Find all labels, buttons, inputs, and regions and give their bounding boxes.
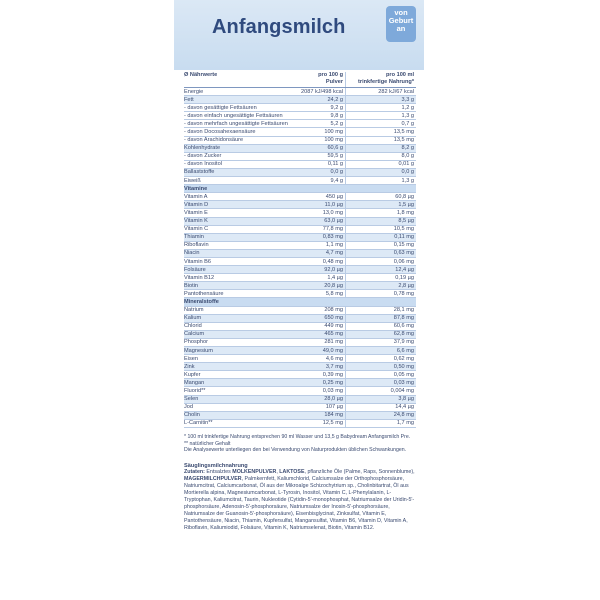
nutrient-name: Eisen — [184, 355, 198, 362]
value-per-100g — [288, 185, 346, 192]
value-per-100ml: 6,6 mg — [396, 347, 414, 354]
nutrient-name: Jod — [184, 404, 194, 411]
value-per-100ml: 0,62 mg — [393, 355, 414, 362]
value-per-100ml: 87,8 mg — [393, 315, 414, 322]
ingredients-text: Zutaten: Entsalztes MOLKENPULVER, LAKTOSE, pflanzliche Öle (Palme, Raps, Sonnenblume), MAGERMILCHPULVER, Palmkernfett, Kaliumchlorid, Calciumsalze der Orthophosphorsäure, Natriumcitrat, Calciumcarbonat, Öl aus der Mikroalge Schizochytrium sp., Cholinbitartrat, Öl aus Mortierella alpina, Magnesiumcarbonat, L-Tyrosin, Inositol, Vitamin C, L-Phenylalanin, L-Tryptophan, Kaliumcitrat, Taurin, Nukleotide (Cytidin-5'-monophosphat, Natriumsalze der Uridin-5'-phosphorsäure, Adenosin-5'-phosphorsäure, Natriumsalze der Inosin-5'-phosphorsäure, Natriumsalze der Guanosin-5'-phosphorsäure), Eisenbisglycinat, Zinksulfat, Vitamin E, Pantothensäure, Niacin, Thiamin, Kupfersulfat, Mangansulfat, Vitamin B6, Vitamin D, Vitamin A, Riboflavin, Kaliumiodid, Folsäure, Vitamin K, Natriumselenat, Biotin, Vitamin B12. — [184, 469, 415, 531]
table-row — [184, 355, 416, 363]
package-header — [174, 0, 424, 70]
nutrient-name: Eiweiß — [184, 177, 201, 184]
footnote-1: * 100 ml trinkfertige Nahrung entsprechen 90 ml Wasser und 13,5 g Babydream Anfangsmilch Pre. — [184, 434, 411, 440]
nutrient-name: Thiamin — [184, 234, 204, 241]
nutrient-name: - davon gesättigte Fettsäuren — [184, 104, 257, 111]
nutrient-name: Energie — [184, 88, 204, 95]
value-per-100ml: 62,8 mg — [393, 331, 414, 338]
value-per-100ml: 60,8 µg — [395, 193, 414, 200]
table-row — [184, 371, 416, 379]
value-per-100ml: 10,5 mg — [393, 226, 414, 233]
value-per-100g: 11,0 µg — [288, 201, 346, 208]
table-row — [184, 112, 416, 120]
nutrient-name: Fluorid** — [184, 388, 206, 395]
nutrient-name: Ballaststoffe — [184, 169, 215, 176]
value-per-100g: 2087 kJ/498 kcal — [288, 88, 346, 95]
value-per-100ml: 8,2 g — [401, 145, 414, 152]
value-per-100g: 465 mg — [288, 331, 346, 338]
header-col1-line2: Pulver — [325, 79, 343, 85]
value-per-100ml: 1,7 mg — [396, 420, 414, 427]
value-per-100g: 450 µg — [288, 193, 346, 200]
table-row — [184, 387, 416, 395]
value-per-100g: 60,6 g — [288, 145, 346, 152]
ingredients-title: Säuglingsmilchnahrung — [184, 462, 248, 469]
value-per-100g: 28,0 µg — [288, 396, 346, 403]
value-per-100g: 49,0 mg — [288, 347, 346, 354]
table-row — [184, 161, 416, 169]
nutrient-name: Mangan — [184, 379, 205, 386]
value-per-100ml: 0,15 mg — [393, 242, 414, 249]
nutrient-name: Phosphor — [184, 339, 208, 346]
footnote-2: ** natürlicher Gehalt — [184, 440, 231, 447]
table-row — [184, 315, 416, 323]
table-row — [184, 234, 416, 242]
value-per-100ml: 0,7 g — [401, 120, 414, 127]
nutrient-name: Vitamin C — [184, 226, 209, 233]
value-per-100ml: 0,63 mg — [393, 250, 414, 257]
table-row — [184, 323, 416, 331]
table-row — [184, 290, 416, 298]
value-per-100ml: 0,78 mg — [393, 290, 414, 297]
header-col2-line2: trinkfertige Nahrung* — [358, 79, 414, 85]
value-per-100ml: 12,4 µg — [395, 266, 414, 273]
value-per-100g: 0,11 g — [288, 161, 346, 168]
value-per-100ml: 282 kJ/67 kcal — [378, 88, 414, 95]
table-row — [184, 169, 416, 177]
value-per-100g: 13,0 mg — [288, 209, 346, 216]
table-row — [184, 307, 416, 315]
value-per-100g: 0,39 mg — [288, 371, 346, 378]
value-per-100ml: 0,0 g — [401, 169, 414, 176]
nutrient-name: Riboflavin — [184, 242, 209, 249]
table-row — [184, 420, 416, 428]
value-per-100g: 20,8 µg — [288, 282, 346, 289]
value-per-100ml: 1,2 g — [401, 104, 414, 111]
table-row — [184, 88, 416, 96]
nutrition-panel — [174, 0, 424, 600]
value-per-100ml: 8,5 µg — [398, 218, 414, 225]
value-per-100ml: 0,01 g — [398, 161, 414, 168]
table-row — [184, 137, 416, 145]
value-per-100g: 63,0 µg — [288, 218, 346, 225]
value-per-100ml: 0,06 mg — [393, 258, 414, 265]
nutrient-name: Vitamin B12 — [184, 274, 215, 281]
value-per-100ml: 0,11 mg — [394, 234, 414, 241]
nutrient-name: Chlorid — [184, 323, 202, 330]
nutrient-name: Vitamin D — [184, 201, 209, 208]
nutrient-name: Niacin — [184, 250, 200, 257]
nutrient-name: Natrium — [184, 307, 204, 314]
table-row — [184, 120, 416, 128]
value-per-100g: 100 mg — [288, 128, 346, 135]
nutrient-name: Vitamin K — [184, 218, 208, 225]
footnotes — [184, 434, 416, 532]
table-header — [184, 72, 416, 88]
nutrient-name: Folsäure — [184, 266, 206, 273]
value-per-100ml: 1,3 g — [401, 112, 414, 119]
table-row — [184, 250, 416, 258]
nutrient-name: Vitamin E — [184, 209, 208, 216]
value-per-100ml: 13,5 mg — [393, 129, 414, 136]
table-row — [184, 412, 416, 420]
nutrient-name: Kohlenhydrate — [184, 145, 221, 152]
value-per-100ml — [346, 298, 416, 305]
value-per-100ml: 0,19 µg — [395, 274, 414, 281]
header-col2-line1: pro 100 ml — [386, 72, 414, 78]
value-per-100g: 12,5 mg — [288, 420, 346, 427]
value-per-100g: 3,7 mg — [288, 363, 346, 370]
nutrient-name: - davon Zucker — [184, 153, 222, 160]
value-per-100g: 0,48 mg — [288, 258, 346, 265]
nutrient-name: Vitamin B6 — [184, 258, 211, 265]
nutrient-name: Zink — [184, 363, 195, 370]
value-per-100g: 1,1 mg — [288, 242, 346, 249]
table-body — [184, 88, 416, 428]
nutrient-name: - davon mehrfach ungesättigte Fettsäuren — [184, 120, 288, 127]
nutrient-name: Vitamine — [184, 185, 208, 192]
table-row — [184, 331, 416, 339]
value-per-100g: 0,83 mg — [288, 234, 346, 241]
table-row — [184, 209, 416, 217]
header-col1 — [288, 72, 346, 87]
value-per-100ml: 2,8 µg — [398, 282, 414, 289]
nutrient-name: - davon einfach ungesättigte Fettsäuren — [184, 112, 283, 119]
nutrient-name: Fett — [184, 96, 194, 103]
value-per-100g: 92,0 µg — [288, 266, 346, 273]
table-row — [184, 242, 416, 250]
table-row — [184, 379, 416, 387]
value-per-100ml: 13,5 mg — [393, 137, 414, 144]
nutrient-name: L-Carnitin** — [184, 420, 213, 427]
nutrient-name: Cholin — [184, 412, 200, 419]
value-per-100g: 9,2 g — [288, 104, 346, 111]
nutrient-name: - davon Arachidonsäure — [184, 137, 244, 144]
value-per-100g: 650 mg — [288, 315, 346, 322]
nutrient-name: Biotin — [184, 282, 198, 289]
value-per-100g: 0,25 mg — [288, 379, 346, 386]
nutrient-name: Kupfer — [184, 371, 201, 378]
value-per-100ml: 1,5 µg — [398, 201, 414, 208]
nutrient-name: Kalium — [184, 315, 202, 322]
table-section-row — [184, 185, 416, 193]
value-per-100g: 1,4 µg — [288, 274, 346, 281]
value-per-100g: 5,2 g — [288, 120, 346, 127]
table-row — [184, 363, 416, 371]
nutrition-table — [184, 72, 416, 428]
table-row — [184, 282, 416, 290]
value-per-100g — [288, 298, 346, 305]
value-per-100ml: 3,8 µg — [398, 396, 414, 403]
table-row — [184, 193, 416, 201]
table-row — [184, 266, 416, 274]
table-row — [184, 177, 416, 185]
value-per-100ml: 1,3 g — [401, 177, 414, 184]
table-row — [184, 218, 416, 226]
value-per-100g: 9,8 g — [288, 112, 346, 119]
value-per-100g: 107 µg — [288, 404, 346, 411]
table-row — [184, 145, 416, 153]
value-per-100g: 184 mg — [288, 412, 346, 419]
value-per-100ml — [346, 185, 416, 192]
table-row — [184, 226, 416, 234]
value-per-100ml: 0,004 mg — [390, 388, 414, 395]
age-badge — [386, 6, 416, 42]
table-row — [184, 258, 416, 266]
table-row — [184, 153, 416, 161]
header-name: Ø Nährwerte — [184, 72, 218, 78]
value-per-100g: 281 mg — [288, 339, 346, 346]
footnote-3: Die Analysewerte unterliegen den bei Verwendung von Naturprodukten üblichen Schwankungen. — [184, 447, 407, 454]
value-per-100ml: 24,8 mg — [393, 412, 414, 419]
nutrient-name: - davon Inositol — [184, 161, 222, 168]
value-per-100g: 4,6 mg — [288, 355, 346, 362]
table-row — [184, 128, 416, 136]
table-section-row — [184, 298, 416, 306]
table-row — [184, 339, 416, 347]
value-per-100ml: 0,50 mg — [393, 363, 414, 370]
value-per-100g: 59,5 g — [288, 153, 346, 160]
value-per-100ml: 8,0 g — [401, 153, 414, 160]
value-per-100g: 24,2 g — [288, 96, 346, 103]
value-per-100g: 5,8 mg — [288, 290, 346, 297]
nutrient-name: Pantothensäure — [184, 290, 224, 297]
header-col1-line1: pro 100 g — [318, 72, 343, 78]
value-per-100g: 9,4 g — [288, 177, 346, 184]
value-per-100ml: 14,4 µg — [395, 404, 414, 411]
table-row — [184, 404, 416, 412]
value-per-100g: 0,0 g — [288, 169, 346, 176]
value-per-100g: 100 mg — [288, 137, 346, 144]
value-per-100ml: 3,3 g — [401, 96, 414, 103]
value-per-100ml: 1,8 mg — [396, 209, 414, 216]
value-per-100ml: 0,05 mg — [393, 371, 414, 378]
nutrient-name: Selen — [184, 396, 199, 403]
product-title: Anfangsmilch — [212, 16, 346, 38]
nutrient-name: Calcium — [184, 331, 205, 338]
nutrient-name: - davon Docosahexaensäure — [184, 129, 256, 136]
table-row — [184, 396, 416, 404]
value-per-100g: 4,7 mg — [288, 250, 346, 257]
value-per-100g: 208 mg — [288, 307, 346, 314]
table-row — [184, 201, 416, 209]
nutrient-name: Vitamin A — [184, 193, 208, 200]
value-per-100ml: 0,03 mg — [393, 379, 414, 386]
age-badge-line-2: Geburt — [388, 16, 414, 25]
age-badge-line-3: an — [396, 24, 406, 33]
value-per-100g: 449 mg — [288, 323, 346, 330]
value-per-100ml: 28,1 mg — [393, 307, 414, 314]
table-row — [184, 274, 416, 282]
table-row — [184, 96, 416, 104]
table-row — [184, 347, 416, 355]
header-col2 — [346, 72, 416, 87]
value-per-100ml: 37,9 mg — [393, 339, 414, 346]
value-per-100g: 77,8 mg — [288, 226, 346, 233]
nutrient-name: Mineralstoffe — [184, 298, 219, 305]
value-per-100ml: 60,6 mg — [393, 323, 414, 330]
value-per-100g: 0,03 mg — [288, 387, 346, 394]
table-row — [184, 104, 416, 112]
nutrient-name: Magnesium — [184, 347, 213, 354]
age-badge-line-1: von — [394, 8, 408, 17]
